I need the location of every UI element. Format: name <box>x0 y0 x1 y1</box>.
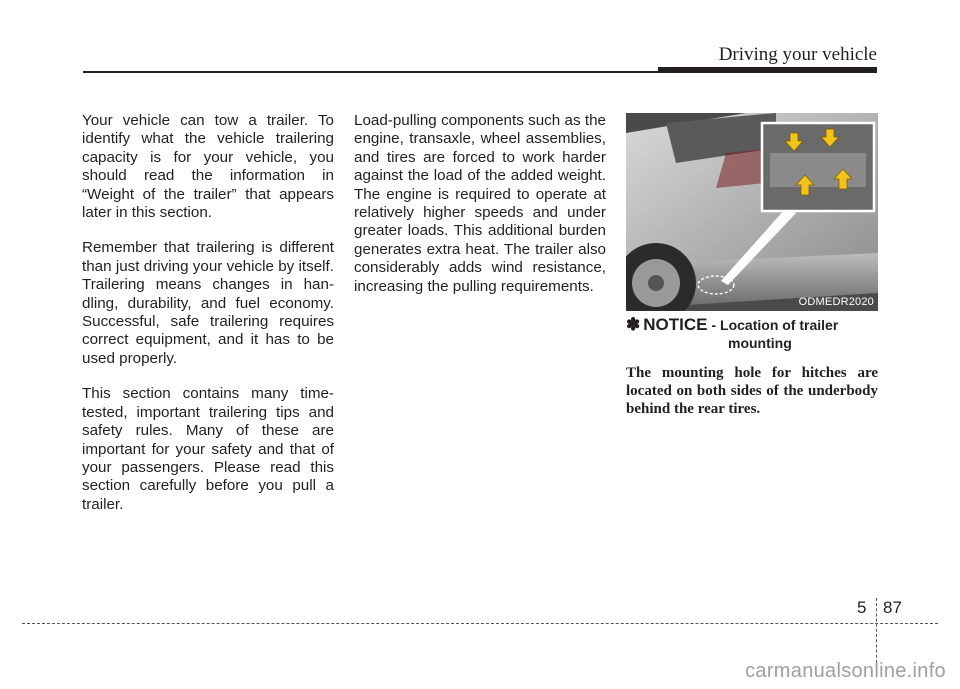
page-number: 87 <box>883 598 902 617</box>
watermark: carmanualsonline.info <box>745 660 946 682</box>
trailer-mount-figure <box>626 113 878 311</box>
text-column-2 <box>354 112 606 313</box>
notice-box <box>626 315 878 419</box>
notice-symbol-icon: ✽ <box>626 315 641 334</box>
notice-heading <box>626 315 878 335</box>
text-column-1 <box>82 112 334 531</box>
notice-subtitle: - Location of trailer <box>711 317 839 333</box>
page-header-title: Driving your vehicle <box>718 44 877 65</box>
detail-underbody <box>770 153 866 187</box>
header-rule-thick <box>658 67 877 73</box>
paragraph: Your vehicle can tow a trailer. To identify what the vehicle trailering capacity is for your vehicle, you should read the information in “Weight of the trailer” that appears later in this section. <box>82 112 334 222</box>
notice-subtitle-continued: mounting <box>728 335 792 351</box>
wheel-hub <box>648 275 664 291</box>
rear-vehicle-illustration <box>626 113 878 311</box>
paragraph: This section contains many time-tested, important trailering tips and safety rules. Many of these are important for your safety and that of your passengers. Please read this section carefully before you pull a trailer. <box>82 385 334 513</box>
paragraph: Remember that trailering is different than just driving your vehicle by itself. Trailering means changes in handling, durability, and fuel economy. Successful, safe trailering requires correct equipment, and it has to be used properly. <box>82 239 334 367</box>
chapter-number: 5 <box>857 598 867 617</box>
page-number-divider <box>876 598 877 668</box>
header-rule-thin <box>83 71 658 73</box>
notice-body: The mounting hole for hitches are located on both sides of the underbody behind the rear tires. <box>626 365 878 418</box>
footer-rule <box>22 623 938 624</box>
notice-label: NOTICE <box>643 315 708 334</box>
figure-code: ODMEDR2020 <box>798 296 874 308</box>
paragraph: Load-pulling components such as the engine, transaxle, wheel assemblies, and tires are forced to work harder against the load of the added weight. The engine is required to operate at relatively higher speeds and under greater loads. This additional burden generates extra heat. The trailer also considerably adds wind resistance, increasing the pulling requirements. <box>354 112 606 295</box>
